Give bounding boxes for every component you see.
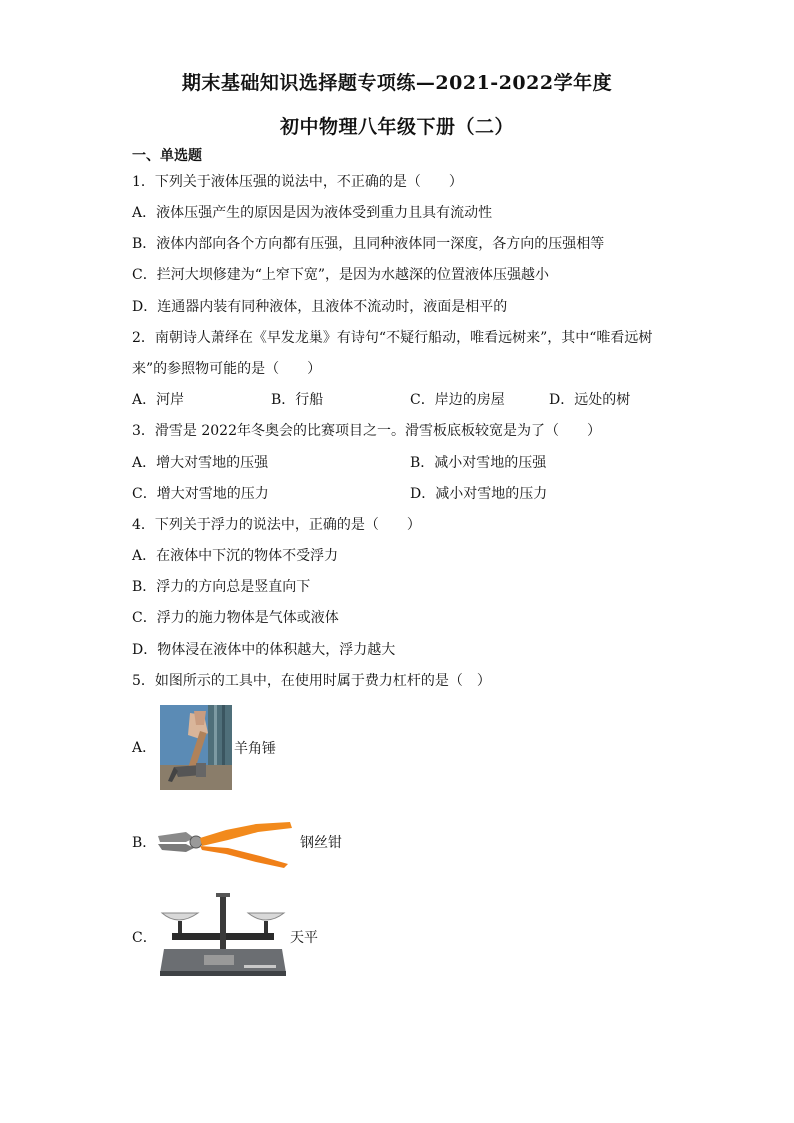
q1-option-b: B．液体内部向各个方向都有压强，且同种液体同一深度，各方向的压强相等	[132, 236, 605, 252]
section-heading: 一、单选题	[132, 148, 202, 164]
q2-stem-line-1: 2．南朝诗人萧绎在《早发龙巢》有诗句“不疑行船动，唯看远树来”，其中“唯看远树	[132, 330, 653, 346]
q4-option-c: C．浮力的施力物体是气体或液体	[132, 610, 339, 626]
q2-option-c: C．岸边的房屋	[410, 392, 505, 408]
q5-option-c-name: 天平	[290, 930, 318, 946]
q2-stem-line-2: 来”的参照物可能的是（ ）	[132, 361, 322, 377]
q5-stem: 5．如图所示的工具中，在使用时属于费力杠杆的是（ ）	[132, 673, 491, 689]
q1-stem: 1．下列关于液体压强的说法中，不正确的是（ ）	[132, 174, 463, 190]
balance-scale-icon	[158, 893, 288, 977]
q1-option-d: D．连通器内装有同种液体，且液体不流动时，液面是相平的	[132, 299, 508, 315]
q4-stem: 4．下列关于浮力的说法中，正确的是（ ）	[132, 517, 421, 533]
title-line-2: 初中物理八年级下册（二）	[279, 116, 514, 138]
pliers-icon	[156, 818, 294, 868]
q5-option-a-name: 羊角锤	[234, 741, 276, 757]
q3-option-c: C．增大对雪地的压力	[132, 486, 269, 502]
claw-hammer-icon	[160, 705, 232, 790]
q4-option-b: B．浮力的方向总是竖直向下	[132, 579, 311, 595]
q1-option-a: A．液体压强产生的原因是因为液体受到重力且具有流动性	[132, 205, 493, 221]
q3-stem: 3．滑雪是 2022年冬奥会的比赛项目之一。滑雪板底板较宽是为了（ ）	[132, 423, 601, 439]
q5-option-c-letter: C．	[132, 930, 157, 946]
title-line-1: 期末基础知识选择题专项练—2021-2022学年度	[181, 72, 613, 94]
q1-option-c: C．拦河大坝修建为“上窄下宽”，是因为水越深的位置液体压强越小	[132, 267, 550, 283]
q5-option-a-letter: A．	[132, 740, 157, 756]
q4-option-a: A．在液体中下沉的物体不受浮力	[132, 548, 339, 564]
q3-option-d: D．减小对雪地的压力	[410, 486, 548, 502]
q5-option-b-name: 钢丝钳	[300, 835, 342, 851]
q3-option-a: A．增大对雪地的压强	[132, 455, 269, 471]
q2-option-a: A．河岸	[132, 392, 185, 408]
q3-option-b: B．减小对雪地的压强	[410, 455, 547, 471]
q5-option-b-letter: B．	[132, 835, 157, 851]
q4-option-d: D．物体浸在液体中的体积越大，浮力越大	[132, 642, 396, 658]
q2-option-d: D．远处的树	[549, 392, 631, 408]
q2-option-b: B．行船	[271, 392, 324, 408]
